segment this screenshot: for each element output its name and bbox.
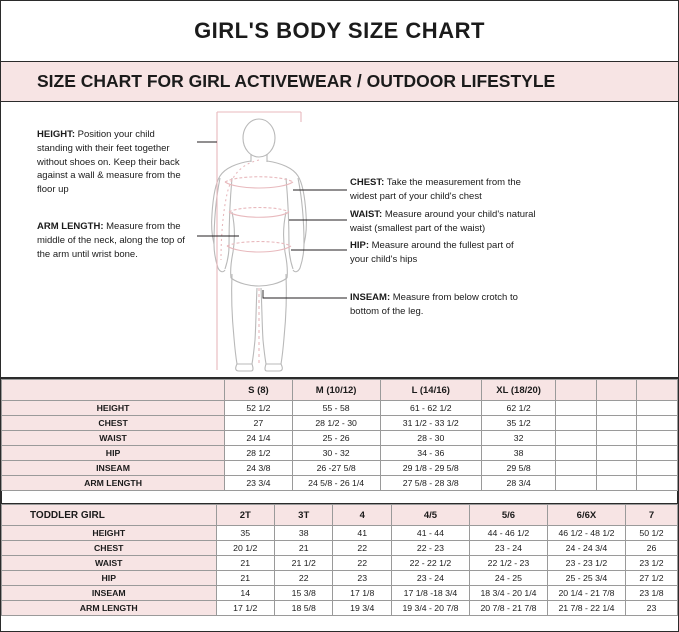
table-cell: 27: [225, 416, 293, 431]
column-header: 4: [333, 505, 391, 526]
title-bar: [1, 1, 678, 62]
table-cell: [637, 461, 678, 476]
table-cell: 61 - 62 1/2: [380, 401, 481, 416]
page-title: GIRL'S BODY SIZE CHART: [194, 18, 485, 43]
table-cell: 22: [333, 556, 391, 571]
table-cell: 28 3/4: [481, 476, 555, 491]
table-cell: [596, 476, 637, 491]
table-cell: 30 - 32: [292, 446, 380, 461]
table-header-row: [2, 380, 678, 401]
table-cell: 34 - 36: [380, 446, 481, 461]
column-header: S (8): [225, 380, 293, 401]
table-row: [2, 586, 678, 601]
table-row: [2, 416, 678, 431]
table-cell: 21 7/8 - 22 1/4: [547, 601, 625, 616]
row-label: HEIGHT: [2, 401, 225, 416]
table-cell: 35: [216, 526, 274, 541]
table-cell: 20 7/8 - 21 7/8: [469, 601, 547, 616]
table-row: [2, 541, 678, 556]
table-row: [2, 431, 678, 446]
row-label: WAIST: [2, 556, 217, 571]
girls-size-table: [1, 379, 678, 491]
row-label: INSEAM: [2, 586, 217, 601]
table-row: [2, 556, 678, 571]
table-cell: [596, 401, 637, 416]
table-cell: 27 5/8 - 28 3/8: [380, 476, 481, 491]
table-gap: [1, 491, 678, 503]
table-cell: 55 - 58: [292, 401, 380, 416]
table-cell: 26: [625, 541, 677, 556]
table-cell: [596, 461, 637, 476]
girls-size-table-wrap: [1, 378, 678, 491]
table-cell: 24 1/4: [225, 431, 293, 446]
table-cell: 19 3/4 - 20 7/8: [391, 601, 469, 616]
table-cell: [556, 416, 597, 431]
table-cell: 14: [216, 586, 274, 601]
waist-note-text: Measure around your child's natural waist (smallest part of the waist): [350, 209, 536, 234]
table-cell: [637, 401, 678, 416]
table-cell: [637, 476, 678, 491]
waist-note-label: WAIST:: [350, 209, 383, 220]
table-cell: 38: [481, 446, 555, 461]
row-label: ARM LENGTH: [2, 476, 225, 491]
table-cell: 22 1/2 - 23: [469, 556, 547, 571]
row-label: INSEAM: [2, 461, 225, 476]
table-cell: 41: [333, 526, 391, 541]
inseam-note: [350, 291, 530, 319]
column-header: [556, 380, 597, 401]
table-cell: [596, 431, 637, 446]
column-header: [637, 380, 678, 401]
table-cell: 23 - 23 1/2: [547, 556, 625, 571]
height-note-label: HEIGHT:: [37, 129, 75, 140]
row-label: HEIGHT: [2, 526, 217, 541]
table-cell: 21: [216, 571, 274, 586]
table-header-row: [2, 505, 678, 526]
column-header: 4/5: [391, 505, 469, 526]
table-cell: 17 1/8: [333, 586, 391, 601]
table-cell: 23 - 24: [391, 571, 469, 586]
chest-note-text: Take the measurement from the widest part of your child's chest: [350, 177, 521, 202]
table-cell: [637, 446, 678, 461]
table-cell: 24 - 25: [469, 571, 547, 586]
table-row: [2, 601, 678, 616]
height-note: [37, 128, 187, 197]
table-cell: [596, 416, 637, 431]
table-cell: 44 - 46 1/2: [469, 526, 547, 541]
row-label: ARM LENGTH: [2, 601, 217, 616]
hip-note-text: Measure around the fullest part of your child's hips: [350, 240, 514, 265]
row-label: HIP: [2, 446, 225, 461]
table-cell: 52 1/2: [225, 401, 293, 416]
table-cell: 24 - 24 3/4: [547, 541, 625, 556]
table-cell: 23 1/2: [625, 556, 677, 571]
table-cell: 28 1/2 - 30: [292, 416, 380, 431]
table-cell: 17 1/8 -18 3/4: [391, 586, 469, 601]
table-cell: 29 5/8: [481, 461, 555, 476]
column-header: 3T: [274, 505, 332, 526]
table-cell: 27 1/2: [625, 571, 677, 586]
page-subtitle: SIZE CHART FOR GIRL ACTIVEWEAR / OUTDOOR LIFESTYLE: [37, 71, 556, 91]
table-cell: 17 1/2: [216, 601, 274, 616]
table-cell: 25 - 26: [292, 431, 380, 446]
arm-length-note: [37, 220, 189, 261]
table-cell: 24 3/8: [225, 461, 293, 476]
table-row: [2, 526, 678, 541]
table-cell: 18 5/8: [274, 601, 332, 616]
table-cell: 21: [216, 556, 274, 571]
table-cell: [556, 461, 597, 476]
table-cell: 22 - 22 1/2: [391, 556, 469, 571]
table-cell: 29 1/8 - 29 5/8: [380, 461, 481, 476]
table-cell: 20 1/2: [216, 541, 274, 556]
table-row: [2, 401, 678, 416]
table-cell: 26 -27 5/8: [292, 461, 380, 476]
table-cell: 23: [625, 601, 677, 616]
row-label: CHEST: [2, 416, 225, 431]
waist-note: [350, 208, 536, 236]
column-header: M (10/12): [292, 380, 380, 401]
table-cell: 28 1/2: [225, 446, 293, 461]
table-cell: 23 - 24: [469, 541, 547, 556]
table-cell: [556, 401, 597, 416]
measurement-diagram: [1, 102, 678, 378]
table-cell: [556, 431, 597, 446]
column-header: 6/6X: [547, 505, 625, 526]
table-cell: 19 3/4: [333, 601, 391, 616]
table-cell: 21 1/2: [274, 556, 332, 571]
table-cell: 50 1/2: [625, 526, 677, 541]
arm-length-note-text: Measure from the middle of the neck, along the top of the arm until wrist bone.: [37, 221, 185, 260]
table-cell: 15 3/8: [274, 586, 332, 601]
table-cell: 22: [333, 541, 391, 556]
column-header: XL (18/20): [481, 380, 555, 401]
table-cell: 22 - 23: [391, 541, 469, 556]
row-label: CHEST: [2, 541, 217, 556]
column-header: 7: [625, 505, 677, 526]
column-header: TODDLER GIRL: [2, 505, 217, 526]
row-label: WAIST: [2, 431, 225, 446]
table-cell: 38: [274, 526, 332, 541]
inseam-note-text: Measure from below crotch to bottom of the leg.: [350, 292, 518, 317]
table-cell: 35 1/2: [481, 416, 555, 431]
table-cell: [637, 431, 678, 446]
table-cell: 31 1/2 - 33 1/2: [380, 416, 481, 431]
table-cell: [637, 416, 678, 431]
table-cell: 23 3/4: [225, 476, 293, 491]
table-row: [2, 446, 678, 461]
column-header: 2T: [216, 505, 274, 526]
column-header: 5/6: [469, 505, 547, 526]
table-row: [2, 476, 678, 491]
row-label: HIP: [2, 571, 217, 586]
toddler-size-table-wrap: [1, 503, 678, 616]
column-header: [596, 380, 637, 401]
subtitle-bar: [1, 62, 678, 102]
table-cell: 22: [274, 571, 332, 586]
chest-note: [350, 176, 530, 204]
height-note-text: Position your child standing with their feet together without shoes on. Keep their back against a wall & measure from the floor up: [37, 129, 181, 196]
table-cell: 20 1/4 - 21 7/8: [547, 586, 625, 601]
column-header: L (14/16): [380, 380, 481, 401]
table-row: [2, 461, 678, 476]
inseam-note-label: INSEAM:: [350, 292, 391, 303]
hip-note: [350, 239, 530, 267]
table-cell: 32: [481, 431, 555, 446]
column-header: [2, 380, 225, 401]
table-cell: 41 - 44: [391, 526, 469, 541]
chest-note-label: CHEST:: [350, 177, 385, 188]
table-row: [2, 571, 678, 586]
table-cell: 28 - 30: [380, 431, 481, 446]
table-cell: [596, 446, 637, 461]
arm-length-note-label: ARM LENGTH:: [37, 221, 104, 232]
table-cell: 24 5/8 - 26 1/4: [292, 476, 380, 491]
table-cell: [556, 476, 597, 491]
table-cell: 25 - 25 3/4: [547, 571, 625, 586]
table-cell: 21: [274, 541, 332, 556]
table-cell: 46 1/2 - 48 1/2: [547, 526, 625, 541]
table-cell: 62 1/2: [481, 401, 555, 416]
hip-note-label: HIP:: [350, 240, 369, 251]
table-cell: 23 1/8: [625, 586, 677, 601]
toddler-size-table: [1, 504, 678, 616]
table-cell: [556, 446, 597, 461]
table-cell: 23: [333, 571, 391, 586]
table-cell: 18 3/4 - 20 1/4: [469, 586, 547, 601]
